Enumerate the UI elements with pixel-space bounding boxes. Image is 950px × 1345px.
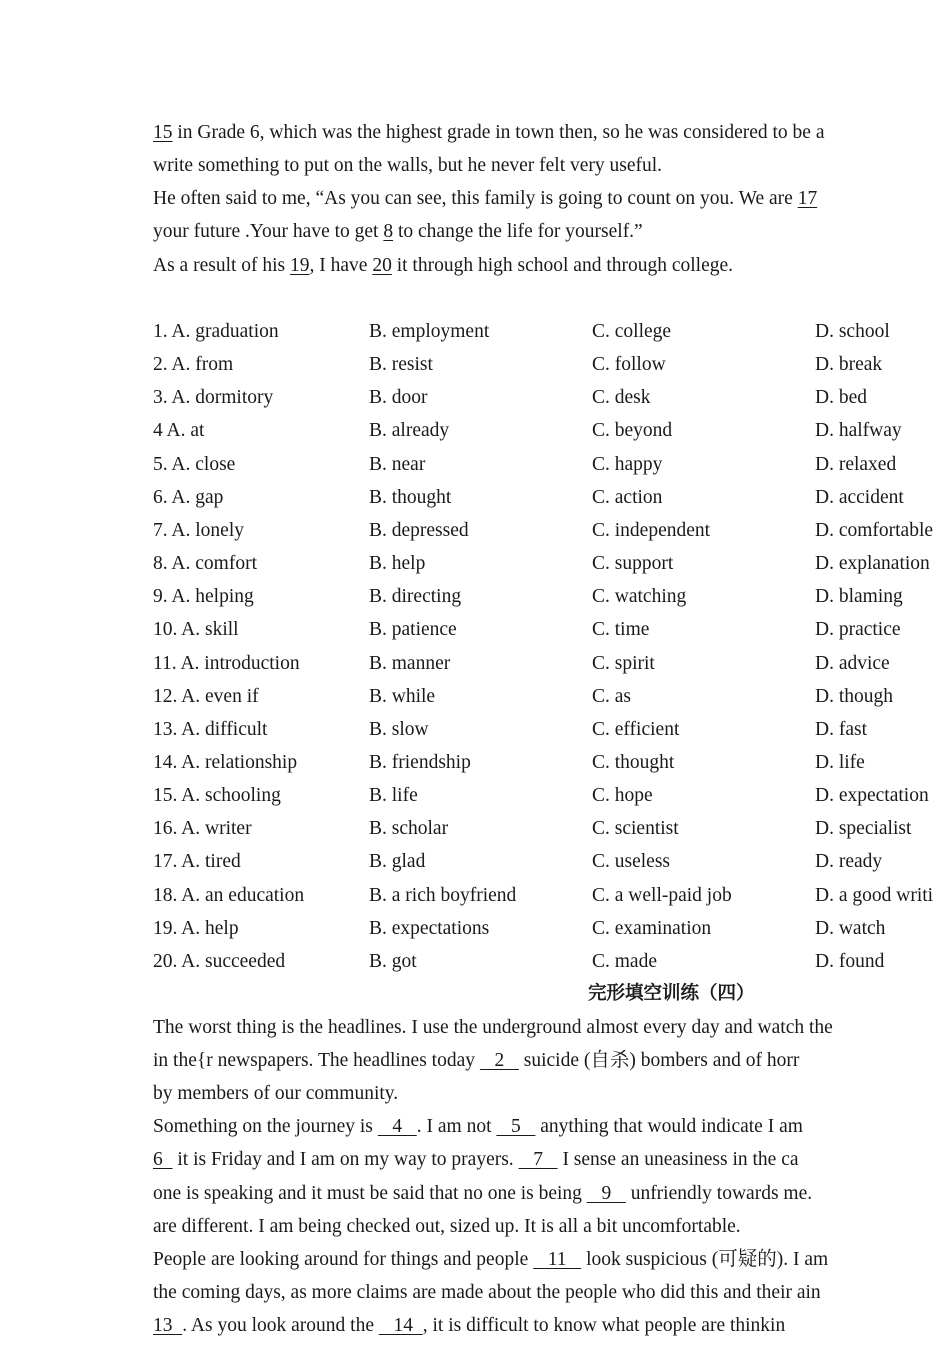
text: one is speaking and it must be said that no one is being [153,1183,587,1204]
option-9-d[interactable]: D. blaming [815,586,903,608]
option-20-d[interactable]: D. found [815,950,885,972]
option-5-b[interactable]: B. near [369,453,426,475]
option-18-b[interactable]: B. a rich boyfriend [369,884,517,906]
option-10-c[interactable]: C. time [592,619,650,641]
option-6-d[interactable]: D. accident [815,486,904,508]
option-8-a[interactable]: 8. A. comfort [153,553,257,575]
option-4-a[interactable]: 4 A. at [153,420,205,442]
option-10-a[interactable]: 10. A. skill [153,619,239,641]
option-18-d[interactable]: D. a good writi [815,884,934,906]
passage2-line-8 [153,1248,828,1272]
option-12-a[interactable]: 12. A. even if [153,685,259,707]
passage1-line-5 [153,254,733,278]
option-18-a[interactable]: 18. A. an education [153,884,305,906]
option-7-d[interactable]: D. comfortable [815,519,934,541]
option-5-c[interactable]: C. happy [592,453,663,475]
text: He often said to me, “As you can see, this family is going to count on you. We are [153,188,798,209]
option-18-c[interactable]: C. a well-paid job [592,884,732,906]
blank-7[interactable]: 7 [518,1149,558,1170]
passage2-line-7: are different. I am being checked out, sized up. It is all a bit uncomfortable. [153,1216,741,1237]
option-11-c[interactable]: C. spirit [592,652,655,674]
option-15-d[interactable]: D. expectation [815,785,929,807]
option-9-c[interactable]: C. watching [592,586,687,608]
blank-14[interactable]: 14 [378,1315,423,1336]
option-9-b[interactable]: B. directing [369,586,462,608]
passage2-line-5 [153,1148,799,1172]
option-2-b[interactable]: B. resist [369,354,433,376]
text: in the{r newspapers. The headlines today [153,1050,480,1071]
option-1-c[interactable]: C. college [592,321,672,342]
blank-19[interactable]: 19 [290,255,310,276]
passage2-line-3: by members of our community. [153,1083,399,1104]
passage1-line-4 [153,220,643,244]
option-1-a[interactable]: 1. A. graduation [153,321,279,342]
option-19-d[interactable]: D. watch [815,917,886,939]
option-17-a[interactable]: 17. A. tired [153,851,241,873]
option-3-d[interactable]: D. bed [815,387,867,409]
option-17-c[interactable]: C. useless [592,851,670,873]
passage2-line-9: the coming days, as more claims are made about the people who did this and their ain [153,1282,821,1303]
option-15-a[interactable]: 15. A. schooling [153,785,281,807]
option-2-a[interactable]: 2. A. from [153,354,234,376]
option-11-d[interactable]: D. advice [815,652,890,674]
option-8-d[interactable]: D. explanation [815,553,930,575]
option-20-b[interactable]: B. got [369,950,417,972]
option-7-a[interactable]: 7. A. lonely [153,519,244,541]
option-17-d[interactable]: D. ready [815,851,883,873]
text: , it is difficult to know what people are thinkin [422,1315,786,1336]
option-16-a[interactable]: 16. A. writer [153,818,252,840]
blank-5[interactable]: 5 [496,1116,536,1137]
text: in Grade 6, which was the highest grade in town then, so he was considered to be a [172,122,825,143]
text: look suspicious (可疑的). I am [581,1249,829,1270]
option-1-d[interactable]: D. school [815,321,890,342]
option-13-d[interactable]: D. fast [815,718,867,740]
option-16-c[interactable]: C. scientist [592,818,679,840]
option-16-b[interactable]: B. scholar [369,818,449,840]
option-6-b[interactable]: B. thought [369,486,452,508]
text: to change the life for yourself.” [393,221,643,242]
option-1-b[interactable]: B. employment [369,321,490,342]
passage2-line-1: The worst thing is the headlines. I use the underground almost every day and watch the [153,1017,833,1038]
option-2-d[interactable]: D. break [815,354,883,376]
blank-18[interactable]: 8 [383,221,394,242]
section-title: 完形填空训练（四） [588,983,755,1004]
passage2-line-4 [153,1115,803,1139]
text: your future .Your have to get [153,221,384,242]
blank-6[interactable]: 6 [153,1149,173,1170]
option-3-c[interactable]: C. desk [592,387,651,409]
option-19-b[interactable]: B. expectations [369,917,490,939]
option-11-a[interactable]: 11. A. introduction [153,652,300,674]
text: Something on the journey is [153,1116,378,1137]
passage1-line-2: write something to put on the walls, but he never felt very useful. [153,155,663,176]
option-12-b[interactable]: B. while [369,685,436,707]
option-14-b[interactable]: B. friendship [369,751,471,773]
option-15-c[interactable]: C. hope [592,785,653,807]
option-3-b[interactable]: B. door [369,387,428,409]
option-15-b[interactable]: B. life [369,785,418,807]
option-19-c[interactable]: C. examination [592,917,712,939]
option-11-b[interactable]: B. manner [369,652,451,674]
option-13-a[interactable]: 13. A. difficult [153,718,268,740]
option-2-c[interactable]: C. follow [592,354,666,376]
option-10-b[interactable]: B. patience [369,619,457,641]
option-8-b[interactable]: B. help [369,553,426,575]
option-4-b[interactable]: B. already [369,420,450,442]
option-19-a[interactable]: 19. A. help [153,917,239,939]
blank-17[interactable]: 17 [797,188,818,209]
option-5-d[interactable]: D. relaxed [815,453,897,475]
option-4-d[interactable]: D. halfway [815,420,902,442]
option-14-d[interactable]: D. life [815,751,865,773]
option-9-a[interactable]: 9. A. helping [153,586,254,608]
option-16-d[interactable]: D. specialist [815,818,912,840]
option-14-c[interactable]: C. thought [592,751,675,773]
option-13-b[interactable]: B. slow [369,718,429,740]
text: . I am not [416,1116,497,1137]
option-14-a[interactable]: 14. A. relationship [153,751,298,773]
option-5-a[interactable]: 5. A. close [153,453,236,475]
text: As a result of his [153,255,291,276]
text: People are looking around for things and people [153,1249,534,1270]
option-8-c[interactable]: C. support [592,553,674,575]
text: suicide (自杀) bombers and of horr [518,1050,800,1071]
passage2-line-2 [153,1049,799,1073]
option-3-a[interactable]: 3. A. dormitory [153,387,274,409]
text: it is Friday and I am on my way to prayers. [172,1149,519,1170]
blank-20[interactable]: 20 [372,255,392,276]
option-20-c[interactable]: C. made [592,950,657,972]
option-10-d[interactable]: D. practice [815,619,901,641]
text: . As you look around the [182,1315,379,1336]
option-12-c[interactable]: C. as [592,685,631,707]
text: unfriendly towards me. [625,1183,813,1204]
blank-13[interactable]: 13 [153,1315,183,1336]
option-7-c[interactable]: C. independent [592,519,711,541]
text: I sense an uneasiness in the ca [557,1149,799,1170]
option-20-a[interactable]: 20. A. succeeded [153,950,286,972]
text: , I have [309,255,373,276]
blank-2[interactable]: 2 [479,1050,519,1071]
option-12-d[interactable]: D. though [815,685,893,707]
passage1-line-1 [153,121,825,145]
passage2-line-6 [153,1182,812,1206]
option-13-c[interactable]: C. efficient [592,718,680,740]
text: it through high school and through college. [391,255,734,276]
option-6-a[interactable]: 6. A. gap [153,486,224,508]
option-4-c[interactable]: C. beyond [592,420,673,442]
text: anything that would indicate I am [535,1116,803,1137]
blank-9[interactable]: 9 [586,1183,626,1204]
option-7-b[interactable]: B. depressed [369,519,469,541]
passage2-line-10 [153,1314,785,1338]
blank-15[interactable]: 15 [153,122,173,143]
option-17-b[interactable]: B. glad [369,851,426,873]
blank-11[interactable]: 11 [533,1249,582,1270]
blank-4[interactable]: 4 [377,1116,417,1137]
option-6-c[interactable]: C. action [592,486,663,508]
passage1-line-3 [153,187,817,211]
